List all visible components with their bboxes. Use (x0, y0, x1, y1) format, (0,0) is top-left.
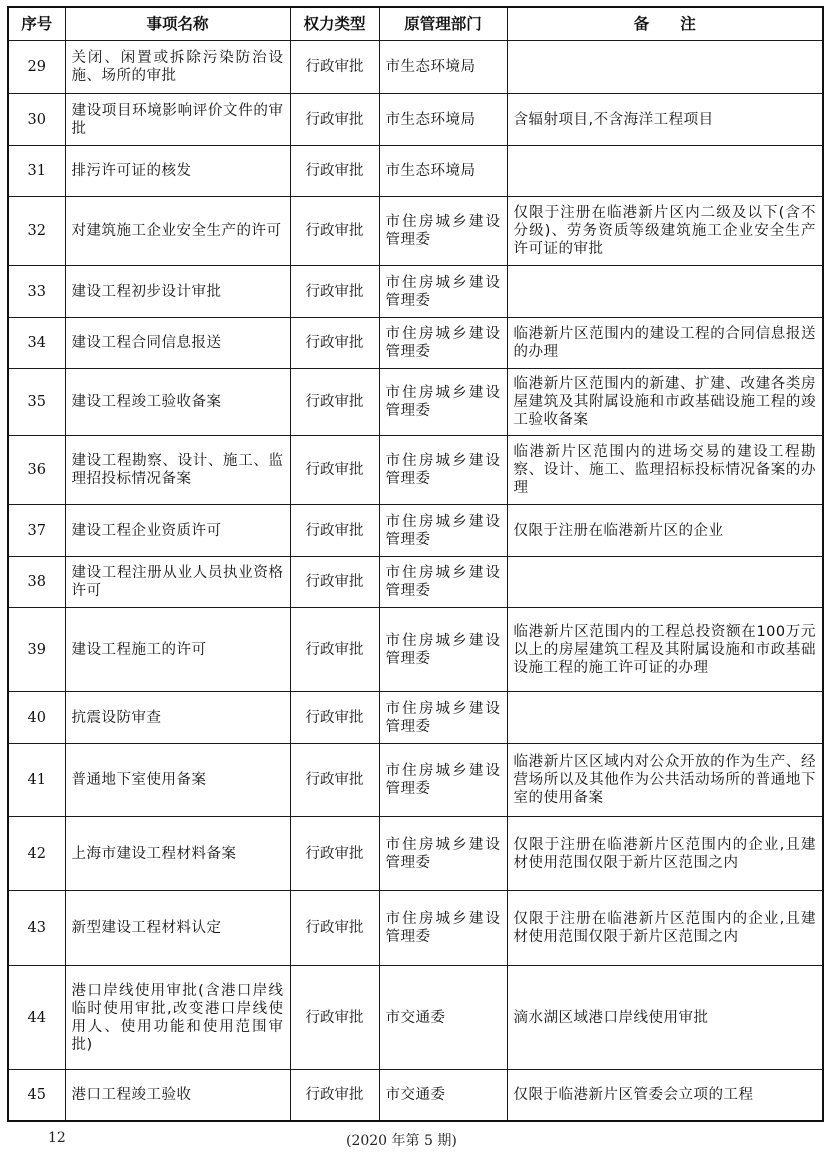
remarks: 仅限于注册在临港新片区范围内的企业,且建材使用范围仅限于新片区范围之内 (507, 891, 823, 966)
authority-type: 行政审批 (290, 41, 379, 94)
table-row (8, 94, 823, 146)
authority-type: 行政审批 (290, 966, 379, 1070)
department: 市住房城乡建设管理委 (379, 266, 507, 318)
authority-type: 行政审批 (290, 1070, 379, 1121)
authority-type: 行政审批 (290, 94, 379, 146)
table-row (8, 436, 823, 505)
authority-type: 行政审批 (290, 436, 379, 505)
remarks: 临港新片区范围内的新建、扩建、改建各类房屋建筑及其附属设施和市政基础设施工程的竣工验收备案 (507, 369, 823, 436)
page-number: 12 (48, 1130, 66, 1146)
table-row (8, 369, 823, 436)
remarks: 临港新片区区域内对公众开放的作为生产、经营场所以及其他作为公共活动场所的普通地下室的使用备案 (507, 744, 823, 817)
table-row (8, 1070, 823, 1121)
item-name: 上海市建设工程材料备案 (65, 817, 290, 891)
header-note: 备 注 (507, 7, 823, 41)
department: 市住房城乡建设管理委 (379, 891, 507, 966)
department: 市住房城乡建设管理委 (379, 436, 507, 505)
table-row (8, 817, 823, 891)
authority-type: 行政审批 (290, 557, 379, 608)
remarks: 仅限于注册在临港新片区的企业 (507, 505, 823, 557)
department: 市住房城乡建设管理委 (379, 692, 507, 744)
authority-type: 行政审批 (290, 318, 379, 369)
row-number: 45 (8, 1070, 65, 1121)
authority-type: 行政审批 (290, 692, 379, 744)
item-name: 建设项目环境影响评价文件的审批 (65, 94, 290, 146)
authority-type: 行政审批 (290, 505, 379, 557)
department: 市生态环境局 (379, 41, 507, 94)
authority-type: 行政审批 (290, 197, 379, 266)
department: 市住房城乡建设管理委 (379, 744, 507, 817)
department: 市交通委 (379, 966, 507, 1070)
remarks: 临港新片区范围内的建设工程的合同信息报送的办理 (507, 318, 823, 369)
item-name: 建设工程施工的许可 (65, 608, 290, 692)
department: 市住房城乡建设管理委 (379, 557, 507, 608)
authority-type: 行政审批 (290, 266, 379, 318)
table-row (8, 692, 823, 744)
department: 市住房城乡建设管理委 (379, 817, 507, 891)
row-number: 34 (8, 318, 65, 369)
table-row (8, 966, 823, 1070)
table-row (8, 318, 823, 369)
department: 市生态环境局 (379, 94, 507, 146)
row-number: 36 (8, 436, 65, 505)
item-name: 建设工程合同信息报送 (65, 318, 290, 369)
table-row (8, 197, 823, 266)
row-number: 38 (8, 557, 65, 608)
header-dept: 原管理部门 (379, 7, 507, 41)
row-number: 42 (8, 817, 65, 891)
item-name: 港口工程竣工验收 (65, 1070, 290, 1121)
item-name: 抗震设防审查 (65, 692, 290, 744)
department: 市住房城乡建设管理委 (379, 318, 507, 369)
department: 市住房城乡建设管理委 (379, 197, 507, 266)
item-name: 建设工程初步设计审批 (65, 266, 290, 318)
table-row (8, 146, 823, 197)
item-name: 建设工程企业资质许可 (65, 505, 290, 557)
table-row (8, 608, 823, 692)
remarks: 滴水湖区域港口岸线使用审批 (507, 966, 823, 1070)
remarks: 仅限于临港新片区管委会立项的工程 (507, 1070, 823, 1121)
item-name: 新型建设工程材料认定 (65, 891, 290, 966)
department: 市生态环境局 (379, 146, 507, 197)
remarks: 临港新片区范围内的工程总投资额在100万元以上的房屋建筑工程及其附属设施和市政基础设施工程的施工许可证的办理 (507, 608, 823, 692)
remarks: 仅限于注册在临港新片区内二级及以下(含不分级)、劳务资质等级建筑施工企业安全生产许可证的审批 (507, 197, 823, 266)
authority-type: 行政审批 (290, 817, 379, 891)
department: 市住房城乡建设管理委 (379, 369, 507, 436)
remarks: 临港新片区范围内的进场交易的建设工程勘察、设计、施工、监理招标投标情况备案的办理 (507, 436, 823, 505)
row-number: 29 (8, 41, 65, 94)
table-row (8, 891, 823, 966)
item-name: 普通地下室使用备案 (65, 744, 290, 817)
item-name: 建设工程勘察、设计、施工、监理招投标情况备案 (65, 436, 290, 505)
table-row (8, 41, 823, 94)
item-name: 排污许可证的核发 (65, 146, 290, 197)
table-row (8, 266, 823, 318)
remarks (507, 266, 823, 318)
row-number: 44 (8, 966, 65, 1070)
remarks: 含辐射项目,不含海洋工程项目 (507, 94, 823, 146)
authority-type: 行政审批 (290, 146, 379, 197)
item-name: 关闭、闲置或拆除污染防治设施、场所的审批 (65, 41, 290, 94)
department: 市住房城乡建设管理委 (379, 608, 507, 692)
authority-type: 行政审批 (290, 891, 379, 966)
remarks: 仅限于注册在临港新片区范围内的企业,且建材使用范围仅限于新片区范围之内 (507, 817, 823, 891)
authority-type: 行政审批 (290, 369, 379, 436)
header-row (8, 7, 823, 41)
item-name: 港口岸线使用审批(含港口岸线临时使用审批,改变港口岸线使用人、使用功能和使用范围审批) (65, 966, 290, 1070)
item-name: 建设工程竣工验收备案 (65, 369, 290, 436)
row-number: 30 (8, 94, 65, 146)
item-name: 对建筑施工企业安全生产的许可 (65, 197, 290, 266)
row-number: 41 (8, 744, 65, 817)
row-number: 37 (8, 505, 65, 557)
department: 市住房城乡建设管理委 (379, 505, 507, 557)
header-name: 事项名称 (65, 7, 290, 41)
row-number: 39 (8, 608, 65, 692)
remarks (507, 146, 823, 197)
remarks (507, 557, 823, 608)
header-no: 序号 (8, 7, 65, 41)
table-row (8, 557, 823, 608)
table-row (8, 744, 823, 817)
department: 市交通委 (379, 1070, 507, 1121)
row-number: 40 (8, 692, 65, 744)
row-number: 35 (8, 369, 65, 436)
row-number: 43 (8, 891, 65, 966)
row-number: 33 (8, 266, 65, 318)
table-row (8, 505, 823, 557)
authority-table (7, 6, 824, 1122)
issue-label: (2020 年第 5 期) (346, 1133, 457, 1149)
remarks (507, 692, 823, 744)
header-type: 权力类型 (290, 7, 379, 41)
authority-type: 行政审批 (290, 744, 379, 817)
remarks (507, 41, 823, 94)
row-number: 32 (8, 197, 65, 266)
authority-type: 行政审批 (290, 608, 379, 692)
item-name: 建设工程注册从业人员执业资格许可 (65, 557, 290, 608)
row-number: 31 (8, 146, 65, 197)
